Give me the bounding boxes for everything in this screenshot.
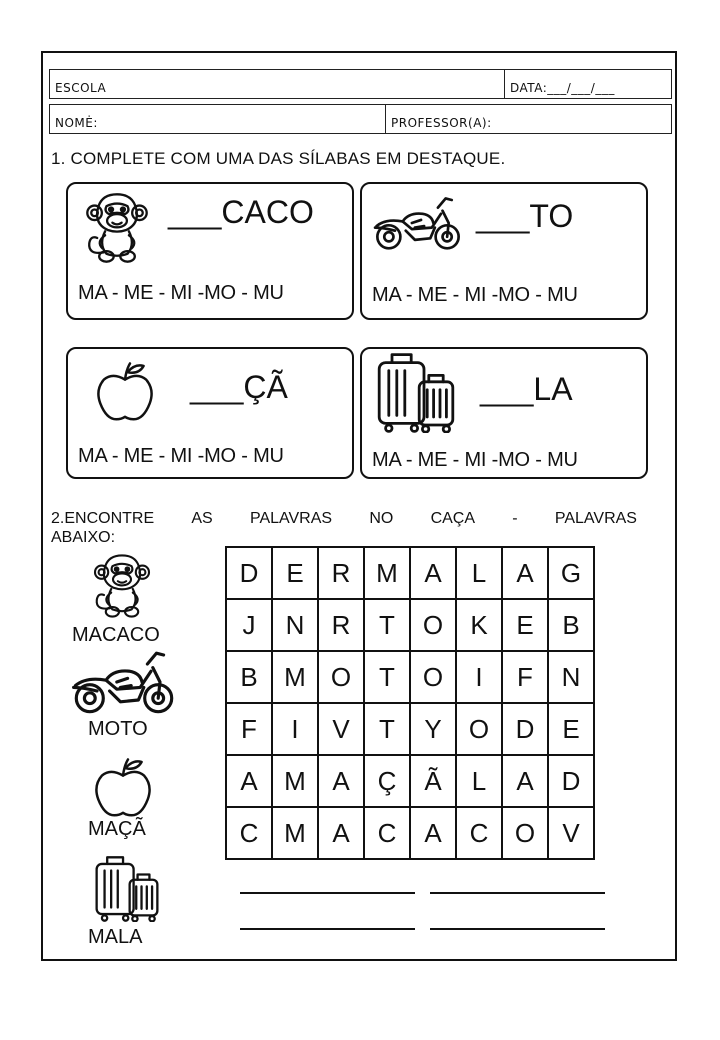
grid-row bbox=[226, 599, 594, 651]
title-word: AS bbox=[191, 510, 213, 527]
grid-row bbox=[226, 755, 594, 807]
grid-cell[interactable]: V bbox=[548, 807, 594, 859]
card-maca bbox=[66, 347, 354, 479]
grid-cell[interactable]: J bbox=[226, 599, 272, 651]
data-field[interactable] bbox=[504, 69, 672, 99]
word-label: MALA bbox=[88, 926, 143, 948]
grid-cell[interactable]: I bbox=[456, 651, 502, 703]
card-word: ___LA bbox=[480, 371, 573, 407]
motorcycle-icon bbox=[372, 192, 464, 254]
exercise2-title-line2: ABAIXO: bbox=[51, 529, 116, 546]
grid-cell[interactable]: T bbox=[364, 651, 410, 703]
apple-icon bbox=[92, 757, 154, 819]
grid-cell[interactable]: A bbox=[502, 547, 548, 599]
grid-row bbox=[226, 703, 594, 755]
grid-cell[interactable]: T bbox=[364, 703, 410, 755]
grid-cell[interactable]: A bbox=[502, 755, 548, 807]
card-word: ___TO bbox=[476, 198, 574, 234]
word-label: MACACO bbox=[72, 624, 160, 646]
grid-cell[interactable]: O bbox=[410, 599, 456, 651]
grid-cell[interactable]: F bbox=[226, 703, 272, 755]
card-macaco bbox=[66, 182, 354, 320]
grid-cell[interactable]: G bbox=[548, 547, 594, 599]
apple-icon bbox=[94, 359, 156, 425]
grid-cell[interactable]: R bbox=[318, 547, 364, 599]
grid-cell[interactable]: O bbox=[318, 651, 364, 703]
suitcase-icon bbox=[376, 353, 456, 433]
answer-line-2[interactable] bbox=[430, 892, 605, 894]
grid-cell[interactable]: M bbox=[272, 755, 318, 807]
grid-cell[interactable]: O bbox=[410, 651, 456, 703]
grid-cell[interactable]: F bbox=[502, 651, 548, 703]
card-options: MA - ME - MI -MO - MU bbox=[372, 284, 578, 306]
card-mala bbox=[360, 347, 648, 479]
grid-cell[interactable]: L bbox=[456, 755, 502, 807]
grid-cell[interactable]: E bbox=[272, 547, 318, 599]
professor-label: PROFESSOR(A): bbox=[391, 116, 492, 130]
grid-cell[interactable]: N bbox=[548, 651, 594, 703]
grid-cell[interactable]: A bbox=[318, 755, 364, 807]
grid-cell[interactable]: B bbox=[226, 651, 272, 703]
grid-row bbox=[226, 807, 594, 859]
nome-field[interactable] bbox=[49, 104, 386, 134]
grid-cell[interactable]: E bbox=[548, 703, 594, 755]
escola-field[interactable] bbox=[49, 69, 505, 99]
word-search-grid bbox=[225, 546, 595, 860]
grid-cell[interactable]: M bbox=[272, 807, 318, 859]
card-moto bbox=[360, 182, 648, 320]
grid-cell[interactable]: I bbox=[272, 703, 318, 755]
grid-cell[interactable]: L bbox=[456, 547, 502, 599]
grid-cell[interactable]: Ã bbox=[410, 755, 456, 807]
grid-row bbox=[226, 547, 594, 599]
grid-cell[interactable]: K bbox=[456, 599, 502, 651]
answer-line-1[interactable] bbox=[240, 892, 415, 894]
escola-label: ESCOLA bbox=[55, 81, 107, 95]
word-label: MOTO bbox=[88, 718, 148, 740]
grid-cell[interactable]: A bbox=[226, 755, 272, 807]
grid-cell[interactable]: A bbox=[410, 807, 456, 859]
grid-cell[interactable]: D bbox=[548, 755, 594, 807]
grid-cell[interactable]: D bbox=[502, 703, 548, 755]
grid-cell[interactable]: T bbox=[364, 599, 410, 651]
grid-cell[interactable]: V bbox=[318, 703, 364, 755]
title-word: NO bbox=[369, 510, 394, 527]
grid-cell[interactable]: Y bbox=[410, 703, 456, 755]
title-word: - bbox=[512, 510, 518, 527]
grid-cell[interactable]: A bbox=[410, 547, 456, 599]
card-options: MA - ME - MI -MO - MU bbox=[78, 282, 284, 304]
grid-cell[interactable]: R bbox=[318, 599, 364, 651]
suitcase-icon bbox=[94, 856, 160, 922]
data-label: DATA:___/___/___ bbox=[510, 81, 615, 95]
grid-cell[interactable]: O bbox=[456, 703, 502, 755]
title-word: PALAVRAS bbox=[554, 510, 637, 527]
motorcycle-icon bbox=[70, 646, 178, 718]
card-options: MA - ME - MI -MO - MU bbox=[372, 449, 578, 471]
grid-cell[interactable]: C bbox=[364, 807, 410, 859]
grid-cell[interactable]: A bbox=[318, 807, 364, 859]
grid-cell[interactable]: M bbox=[364, 547, 410, 599]
grid-cell[interactable]: Ç bbox=[364, 755, 410, 807]
exercise2-title bbox=[51, 509, 637, 547]
monkey-icon bbox=[92, 551, 152, 621]
grid-cell[interactable]: C bbox=[456, 807, 502, 859]
answer-line-4[interactable] bbox=[430, 928, 605, 930]
exercise1-title: 1. COMPLETE COM UMA DAS SÍLABAS EM DESTAQUE. bbox=[51, 149, 506, 168]
grid-cell[interactable]: M bbox=[272, 651, 318, 703]
answer-line-3[interactable] bbox=[240, 928, 415, 930]
grid-cell[interactable]: C bbox=[226, 807, 272, 859]
card-options: MA - ME - MI -MO - MU bbox=[78, 445, 284, 467]
word-label: MAÇÃ bbox=[88, 818, 146, 840]
grid-cell[interactable]: N bbox=[272, 599, 318, 651]
title-word: 2.ENCONTRE bbox=[51, 510, 155, 527]
grid-cell[interactable]: B bbox=[548, 599, 594, 651]
title-word: PALAVRAS bbox=[249, 510, 333, 527]
card-word: ___CACO bbox=[168, 194, 314, 230]
grid-cell[interactable]: O bbox=[502, 807, 548, 859]
professor-field[interactable] bbox=[385, 104, 672, 134]
title-word: CAÇA bbox=[430, 510, 476, 527]
card-word: ___ÇÃ bbox=[190, 369, 288, 405]
nome-label: NOMĖ: bbox=[55, 116, 98, 130]
grid-row bbox=[226, 651, 594, 703]
grid-cell[interactable]: E bbox=[502, 599, 548, 651]
exercise2-title-line1 bbox=[51, 509, 637, 528]
monkey-icon bbox=[84, 190, 150, 266]
grid-cell[interactable]: D bbox=[226, 547, 272, 599]
